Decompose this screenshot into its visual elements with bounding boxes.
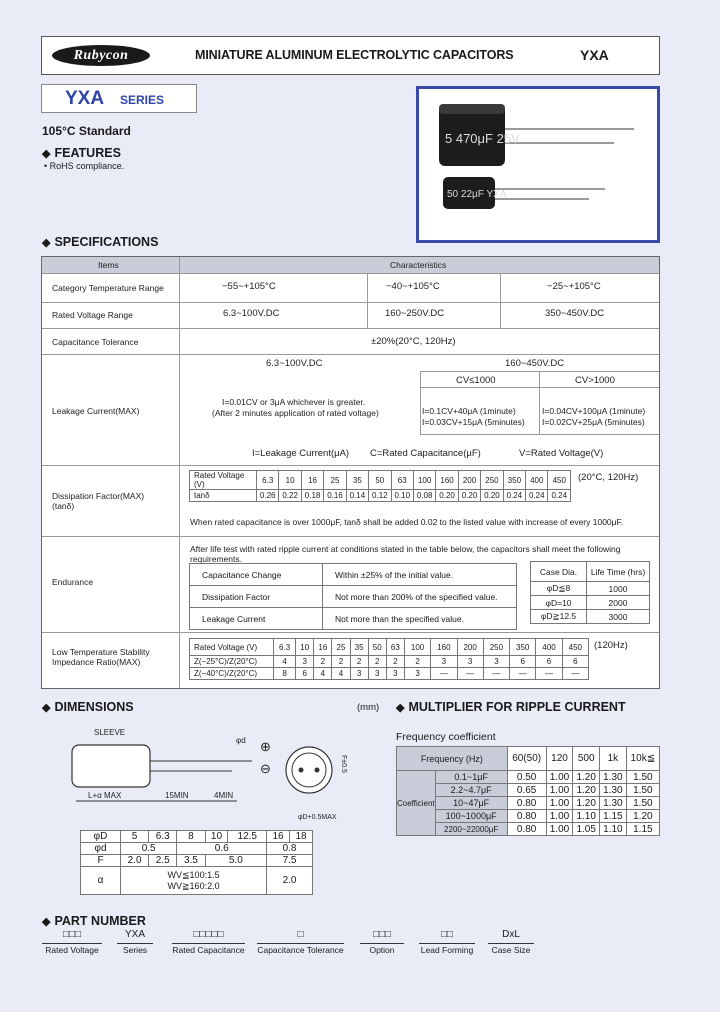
leakage-low-line1: I=0.01CV or 3μA whichever is greater.	[222, 397, 366, 407]
minus-icon: ⊖	[260, 761, 271, 776]
cap-tolerance-value: ±20%(20°C, 120Hz)	[371, 336, 456, 347]
low-temp-label: Low Temperature Stability	[52, 647, 150, 657]
leakage-low-range: 6.3~100V.DC	[266, 358, 323, 369]
col-characteristics: Characteristics	[390, 260, 447, 270]
feature-item: • RoHS compliance.	[44, 161, 125, 171]
tand-row-head: Rated Voltage (V)	[190, 471, 257, 490]
leakage-high-range: 160~450V.DC	[505, 358, 565, 369]
tand-row-head: tanδ	[190, 490, 257, 502]
cv-high: CV>1000	[575, 375, 615, 386]
pn-rated-voltage-label: Rated Voltage	[42, 943, 102, 955]
case-life-table: Case Dia. Life Time (hrs) φD≦8 1000 φD=10 2000 φD≧12.5 3000	[530, 561, 650, 624]
cv-low: CV≤1000	[456, 375, 496, 386]
leakage-mid-line1: I=0.1CV+40μA (1minute)	[422, 406, 516, 416]
page-header	[41, 36, 660, 75]
legend-v: V=Rated Voltage(V)	[519, 448, 604, 459]
pn-series-label: Series	[117, 943, 153, 955]
impedance-condition: (120Hz)	[594, 640, 628, 651]
length-label: L+α MAX	[88, 791, 122, 800]
part-number-heading: ◆ PART NUMBER	[42, 914, 146, 928]
temp-range-value: −40~+105°C	[386, 281, 440, 292]
leakage-label: Leakage Current(MAX)	[52, 406, 140, 416]
rated-voltage-value: 6.3~100V.DC	[223, 308, 280, 319]
pn-lead-forming-box: □□	[440, 929, 454, 940]
leakage-high-line1: I=0.04CV+100μA (1minute)	[542, 406, 646, 416]
legend-c: C=Rated Capacitance(μF)	[370, 448, 481, 459]
sleeve-label: SLEEVE	[94, 728, 126, 737]
multiplier-heading: ◆ MULTIPLIER FOR RIPPLE CURRENT	[396, 700, 626, 714]
tand-condition: (20°C, 120Hz)	[578, 472, 639, 483]
diamond-icon: ◆	[42, 148, 51, 160]
legend-i: I=Leakage Current(μA)	[252, 448, 350, 459]
cap1-marking: 5 470μF 25V	[445, 131, 520, 146]
diamond-icon: ◆	[42, 237, 51, 249]
rated-voltage-label: Rated Voltage Range	[52, 310, 133, 320]
pn-case-size-box: DxL	[502, 929, 520, 940]
pn-option-label: Option	[360, 943, 404, 955]
frequency-coefficient-label: Frequency coefficient	[396, 731, 496, 743]
plus-icon: ⊕	[260, 739, 271, 754]
series-box	[41, 84, 197, 113]
tand-note: When rated capacitance is over 1000μF, tanδ shall be added 0.02 to the listed value with increase of every 1000μF.	[190, 517, 624, 527]
case-dia-label: φD+0.5MAX	[298, 814, 337, 821]
dissipation-label: Dissipation Factor(MAX)	[52, 491, 145, 501]
temp-range-value: −25~+105°C	[547, 281, 601, 292]
endurance-intro: After life test with rated ripple current at conditions stated in the table below, the capacitors shall meet the following requirements.	[190, 544, 621, 564]
lead-dia-label: φd	[236, 736, 246, 745]
series-box-word: SERIES	[120, 93, 165, 107]
specifications-table	[41, 256, 660, 689]
multiplier-table: Frequency (Hz) 60(50) 120 500 1k 10k≦ Coefficient 0.1~1μF 0.50 1.00 1.20 1.30 1.50 2.2~4.7μF 0.65 1.00 1.20 1.30 1.50 10~47μF 0.80 1.00 1.20 1.30 1.50 100~1000μF 0.80 1.00 1.10 1.15 1.20 2200~22000μF 0.80 1.00 1.05 1.10 1.15	[396, 746, 660, 836]
pn-option-box: □□□	[372, 929, 392, 940]
features-heading: ◆ FEATURES	[42, 146, 121, 160]
pn-rated-voltage-box: □□□	[62, 929, 82, 940]
leakage-low-line2: (After 2 minutes application of rated voltage)	[212, 408, 379, 418]
diamond-icon: ◆	[42, 916, 51, 928]
temp-range-value: −55~+105°C	[222, 281, 276, 292]
standard-label: 105°C Standard	[42, 124, 131, 138]
specifications-heading: ◆ SPECIFICATIONS	[42, 235, 159, 249]
lead-label: 15MIN	[165, 791, 189, 800]
page-title: MINIATURE ALUMINUM ELECTROLYTIC CAPACITORS	[195, 48, 514, 62]
pn-rated-capacitance-box: □□□□□	[193, 929, 224, 940]
pn-case-size-label: Case Size	[488, 943, 534, 955]
pn-series-box: YXA	[124, 929, 145, 940]
impedance-table: Rated Voltage (V) 6.3 10 16 25 35 50 63 100 160 200 250 350 400 450 Z(−25°C)/Z(20°C) 4 3 2 2 2 2 2 2 3 3 3 6 6 6 Z(−40°C)/Z(20°C) 8 6 4 4 3 3 3 3 — — — — — —	[189, 638, 589, 680]
leakage-mid-line2: I=0.03CV+15μA (5minutes)	[422, 417, 525, 427]
pn-tolerance-box: □	[297, 929, 304, 940]
pitch-label: F±0.5	[340, 755, 347, 773]
product-photo	[416, 86, 660, 243]
col-items: Items	[98, 260, 119, 270]
dimension-table: φD 5 6.3 8 10 12.5 16 18 φd 0.5 0.6 0.8 F 2.0 2.5 3.5 5.0 7.5 α WV≦100:1.5 WV≧160:2.0 2.0	[80, 830, 313, 895]
pn-tolerance-label: Capacitance Tolerance	[257, 945, 344, 955]
low-temp-label2: Impedance Ratio(MAX)	[52, 657, 141, 667]
tand-table: Rated Voltage (V) 6.3 10 16 25 35 50 63 100 160 200 250 350 400 450 tanδ 0.26 0.22 0.18 0.16 0.14 0.12 0.10 0.08 0.20 0.20 0.20 0.24 0.24 0.24	[189, 470, 571, 502]
pn-lead-forming-label: Lead Forming	[420, 945, 474, 955]
diamond-icon: ◆	[42, 702, 51, 714]
dimensions-unit: (mm)	[357, 702, 380, 713]
dimensions-heading: ◆ DIMENSIONS	[42, 700, 134, 714]
rated-voltage-value: 160~250V.DC	[385, 308, 445, 319]
cap-tolerance-label: Capacitance Tolerance	[52, 337, 139, 347]
endurance-table: Capacitance Change Within ±25% of the initial value. Dissipation Factor Not more than 200% of the specified value. Leakage Current Not more than the specified value.	[189, 563, 517, 630]
impedance-head: Rated Voltage (V)	[190, 639, 274, 656]
dimension-drawing-icon	[52, 725, 387, 827]
rated-voltage-value: 350~450V.DC	[545, 308, 605, 319]
endurance-label: Endurance	[52, 577, 94, 587]
dissipation-label2: (tanδ)	[52, 501, 75, 511]
temp-range-label: Category Temperature Range	[52, 283, 164, 293]
pn-rated-capacitance-label: Rated Capacitance	[172, 945, 245, 955]
leakage-high-line2: I=0.02CV+25μA (5minutes)	[542, 417, 645, 427]
cap2-marking: 50 22μF YXA	[447, 189, 507, 200]
series-code: YXA	[580, 47, 609, 63]
rubycon-logo: Rubycon	[52, 45, 150, 66]
lead2-label: 4MIN	[214, 791, 234, 800]
capacitor-photo-icon	[419, 89, 657, 240]
series-box-code: YXA	[65, 88, 105, 109]
diamond-icon: ◆	[396, 702, 405, 714]
